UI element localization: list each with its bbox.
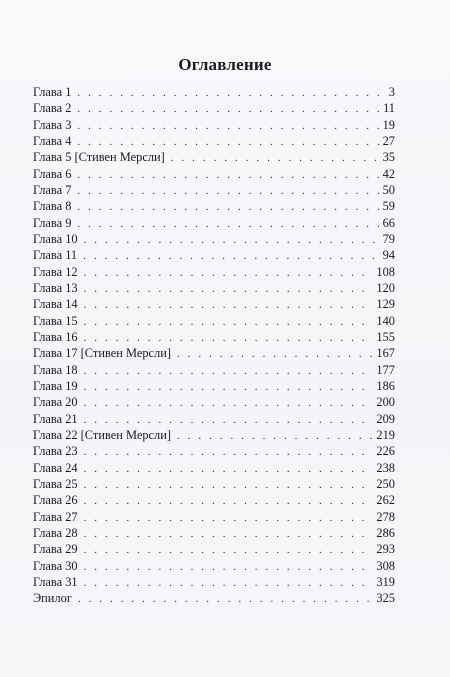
toc-entry xyxy=(33,411,395,427)
toc-entry xyxy=(33,133,395,149)
dot-leader xyxy=(177,428,372,444)
toc-entry-label: Глава 18 xyxy=(33,362,78,377)
toc-entry-label: Глава 15 xyxy=(33,313,78,328)
toc-entry-page: 27 xyxy=(382,133,395,148)
toc-entry xyxy=(33,460,395,476)
dot-leader xyxy=(84,444,373,460)
toc-entry-label: Глава 30 xyxy=(33,558,78,573)
toc-entry-page: 325 xyxy=(376,591,395,606)
toc-entry xyxy=(33,427,395,443)
toc-entry-label: Глава 17 [Стивен Мерсли] xyxy=(33,346,171,361)
toc-entry-page: 177 xyxy=(376,362,395,377)
toc-entry xyxy=(33,394,395,410)
toc-entry-label: Глава 12 xyxy=(33,264,78,279)
dot-leader xyxy=(84,542,373,558)
toc-entry-page: 209 xyxy=(376,411,395,426)
toc-entry xyxy=(33,525,395,541)
toc-entry-label: Глава 24 xyxy=(33,460,78,475)
toc-entry-label: Глава 13 xyxy=(33,280,78,295)
dot-leader xyxy=(171,150,379,166)
toc-entry-label: Глава 1 xyxy=(33,85,72,99)
toc-entry-page: 94 xyxy=(382,248,395,263)
toc-entry-page: 200 xyxy=(376,395,395,410)
toc-entry-page: 262 xyxy=(376,493,395,508)
toc-entry xyxy=(33,100,395,116)
dot-leader xyxy=(177,346,372,362)
toc-entry-label: Глава 22 [Стивен Мерсли] xyxy=(33,427,171,442)
toc-entry-label: Глава 5 [Стивен Мерсли] xyxy=(33,150,165,165)
toc-entry-page: 140 xyxy=(376,313,395,328)
toc-entry-label: Эпилог xyxy=(33,591,72,606)
toc-entry xyxy=(33,345,395,361)
toc-entry-label: Глава 26 xyxy=(33,493,78,508)
toc-entry xyxy=(33,362,395,378)
toc-entry-label: Глава 21 xyxy=(33,411,78,426)
dot-leader xyxy=(77,183,378,199)
toc-entry-label: Глава 8 xyxy=(33,199,72,214)
toc-entry xyxy=(33,264,395,280)
dot-leader xyxy=(77,134,378,150)
toc-entry xyxy=(33,378,395,394)
dot-leader xyxy=(84,526,373,542)
dot-leader xyxy=(84,281,373,297)
toc-entry xyxy=(33,492,395,508)
table-of-contents xyxy=(33,84,395,607)
dot-leader xyxy=(84,477,373,493)
toc-entry-page: 42 xyxy=(382,166,395,181)
dot-leader xyxy=(84,314,373,330)
toc-entry-label: Глава 20 xyxy=(33,395,78,410)
toc-entry xyxy=(33,296,395,312)
toc-entry-page: 79 xyxy=(382,231,395,246)
toc-entry-page: 186 xyxy=(376,378,395,393)
toc-entry-label: Глава 23 xyxy=(33,444,78,459)
toc-entry-label: Глава 4 xyxy=(33,133,72,148)
toc-entry-page: 129 xyxy=(376,297,395,312)
toc-entry xyxy=(33,117,395,133)
toc-entry-page: 66 xyxy=(382,215,395,230)
dot-leader xyxy=(77,118,378,134)
toc-entry-label: Глава 10 xyxy=(33,231,78,246)
toc-entry-page: 19 xyxy=(382,117,395,132)
toc-entry xyxy=(33,247,395,263)
toc-entry-page: 286 xyxy=(376,525,395,540)
toc-entry-page: 167 xyxy=(376,346,395,361)
dot-leader xyxy=(77,167,378,183)
toc-entry-label: Глава 19 xyxy=(33,378,78,393)
toc-entry xyxy=(33,329,395,345)
dot-leader xyxy=(77,101,379,117)
dot-leader xyxy=(84,379,373,395)
toc-entry-page: 278 xyxy=(376,509,395,524)
toc-entry-label: Глава 9 xyxy=(33,215,72,230)
toc-entry xyxy=(33,574,395,590)
dot-leader xyxy=(77,199,378,215)
toc-entry-label: Глава 7 xyxy=(33,182,72,197)
toc-entry-page: 226 xyxy=(376,444,395,459)
toc-entry xyxy=(33,476,395,492)
dot-leader xyxy=(78,591,373,607)
dot-leader xyxy=(84,559,373,575)
toc-entry-label: Глава 25 xyxy=(33,476,78,491)
dot-leader xyxy=(77,216,378,232)
toc-entry-label: Глава 28 xyxy=(33,525,78,540)
toc-entry-label: Глава 2 xyxy=(33,101,72,116)
toc-entry xyxy=(33,149,395,165)
dot-leader xyxy=(84,575,373,591)
toc-entry-label: Глава 31 xyxy=(33,574,78,589)
toc-entry xyxy=(33,558,395,574)
toc-entry-page: 50 xyxy=(382,182,395,197)
dot-leader xyxy=(83,248,378,264)
toc-entry-page: 319 xyxy=(376,574,395,589)
dot-leader xyxy=(84,395,373,411)
toc-entry xyxy=(33,541,395,557)
toc-entry-page: 308 xyxy=(376,558,395,573)
dot-leader xyxy=(84,461,373,477)
page-title: Оглавление xyxy=(178,55,272,75)
toc-entry-page: 238 xyxy=(376,460,395,475)
toc-entry-page: 11 xyxy=(383,101,395,116)
dot-leader xyxy=(84,510,373,526)
toc-entry xyxy=(33,313,395,329)
toc-entry xyxy=(33,590,395,606)
toc-entry-label: Глава 29 xyxy=(33,542,78,557)
toc-entry-page: 120 xyxy=(376,280,395,295)
toc-entry-label: Глава 27 xyxy=(33,509,78,524)
dot-leader xyxy=(77,85,384,101)
toc-entry-page: 250 xyxy=(376,476,395,491)
dot-leader xyxy=(84,265,373,281)
toc-entry-page: 59 xyxy=(382,199,395,214)
toc-entry xyxy=(33,198,395,214)
toc-entry-page: 35 xyxy=(382,150,395,165)
dot-leader xyxy=(84,232,379,248)
dot-leader xyxy=(84,363,373,379)
toc-entry xyxy=(33,84,395,100)
toc-entry xyxy=(33,509,395,525)
toc-entry-page: 219 xyxy=(376,427,395,442)
toc-entry xyxy=(33,182,395,198)
toc-entry xyxy=(33,280,395,296)
toc-entry-label: Глава 11 xyxy=(33,248,78,263)
toc-entry xyxy=(33,443,395,459)
toc-entry xyxy=(33,231,395,247)
toc-entry xyxy=(33,215,395,231)
toc-entry xyxy=(33,166,395,182)
toc-entry-page: 3 xyxy=(388,85,395,99)
toc-entry-label: Глава 16 xyxy=(33,329,78,344)
dot-leader xyxy=(84,493,373,509)
dot-leader xyxy=(84,412,373,428)
toc-entry-label: Глава 14 xyxy=(33,297,78,312)
dot-leader xyxy=(84,330,373,346)
dot-leader xyxy=(84,297,373,313)
toc-entry-page: 293 xyxy=(376,542,395,557)
toc-entry-label: Глава 3 xyxy=(33,117,72,132)
toc-entry-page: 155 xyxy=(376,329,395,344)
toc-entry-label: Глава 6 xyxy=(33,166,72,181)
toc-entry-page: 108 xyxy=(376,264,395,279)
